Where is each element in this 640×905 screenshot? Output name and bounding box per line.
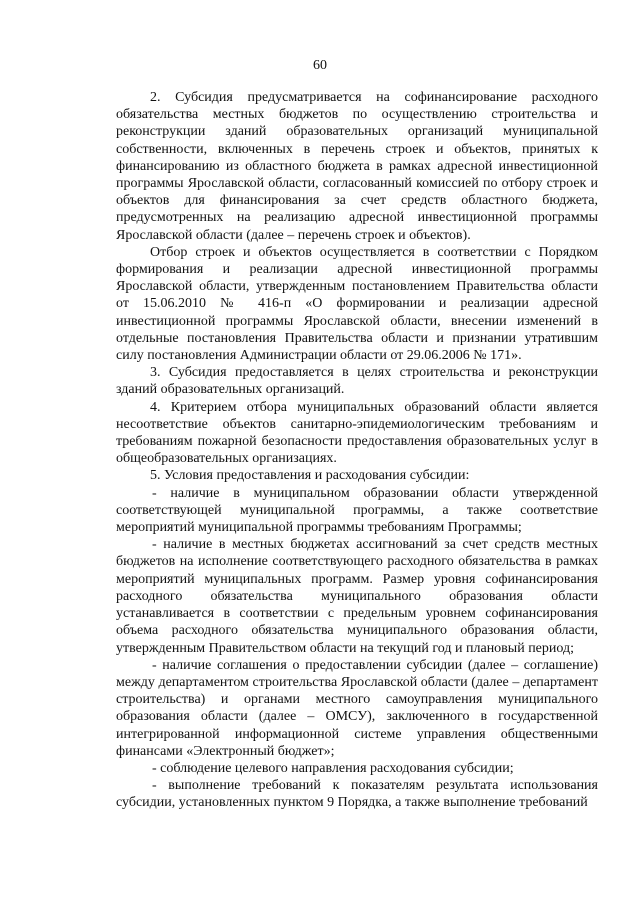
condition-item: - выполнение требований к показателям результата использования субсидии, установленных пунктом 9 Порядка, а также выполнение требований [116, 778, 598, 811]
document-body [116, 89, 598, 812]
paragraph-3: 3. Субсидия предоставляется в целях строительства и реконструкции зданий образовательных организаций. [116, 365, 598, 398]
condition-item: - соблюдение целевого направления расходования субсидии; [152, 760, 514, 776]
paragraph-4: 4. Критерием отбора муниципальных образований области является несоответствие объектов санитарно-эпидемиологическим требованиям и требованиям пожарной безопасности предоставления образовательных услуг в общеобразовательных организациях. [116, 399, 598, 467]
page-number: 60 [313, 58, 327, 73]
condition-item: - наличие в местных бюджетах ассигнований за счет средств местных бюджетов на исполнение соответствующего расходного обязательства в рамках мероприятий муниципальных программ. Размер уровня софинансирования расходного обязательства муниципального образования области устанавливается в соответствии с предельным уровнем софинансирования объема расходного обязательства муниципального образования области, утвержденным Правительством области на текущий год и плановый период; [116, 537, 598, 656]
paragraph-5: 5. Условия предоставления и расходования субсидии: [150, 468, 470, 484]
condition-item: - наличие в муниципальном образовании области утвержденной соответствующей муниципальной программы, а также соответствие мероприятий муниципальной программы требованиям Программы; [116, 485, 598, 536]
condition-item: - наличие соглашения о предоставлении субсидии (далее – соглашение) между департаментом строительства Ярославской области (далее – департамент строительства) и органами местного самоуправления муниципального образования области (далее – ОМСУ), заключенного в государственной интегрированной информационной системе управления общественными финансами «Электронный бюджет»; [116, 657, 598, 759]
paragraph-selection-procedure: Отбор строек и объектов осуществляется в соответствии с Порядком формирования и реализации адресной инвестиционной программы Ярославской области, утвержденным постановлением Правительства области от 15.06.2010 № 416-п «О формировании и реализации адресной инвестиционной программы Ярославской области, внесении изменений в отдельные постановления Правительства области и признании утратившим силу постановления Администрации области от 29.06.2006 № 171». [116, 244, 598, 364]
paragraph-2: 2. Субсидия предусматривается на софинансирование расходного обязательства местных бюджетов по осуществлению строительства и реконструкции зданий образовательных организаций муниципальной собственности, включенных в перечень строек и объектов, принятых к финансированию из областного бюджета в рамках адресной инвестиционной программы Ярославской области, согласованный комиссией по отбору строек и объектов для финансирования за счет средств областного бюджета, предусмотренных на реализацию адресной инвестиционной программы Ярославской области (далее – перечень строек и объектов). [116, 90, 598, 243]
